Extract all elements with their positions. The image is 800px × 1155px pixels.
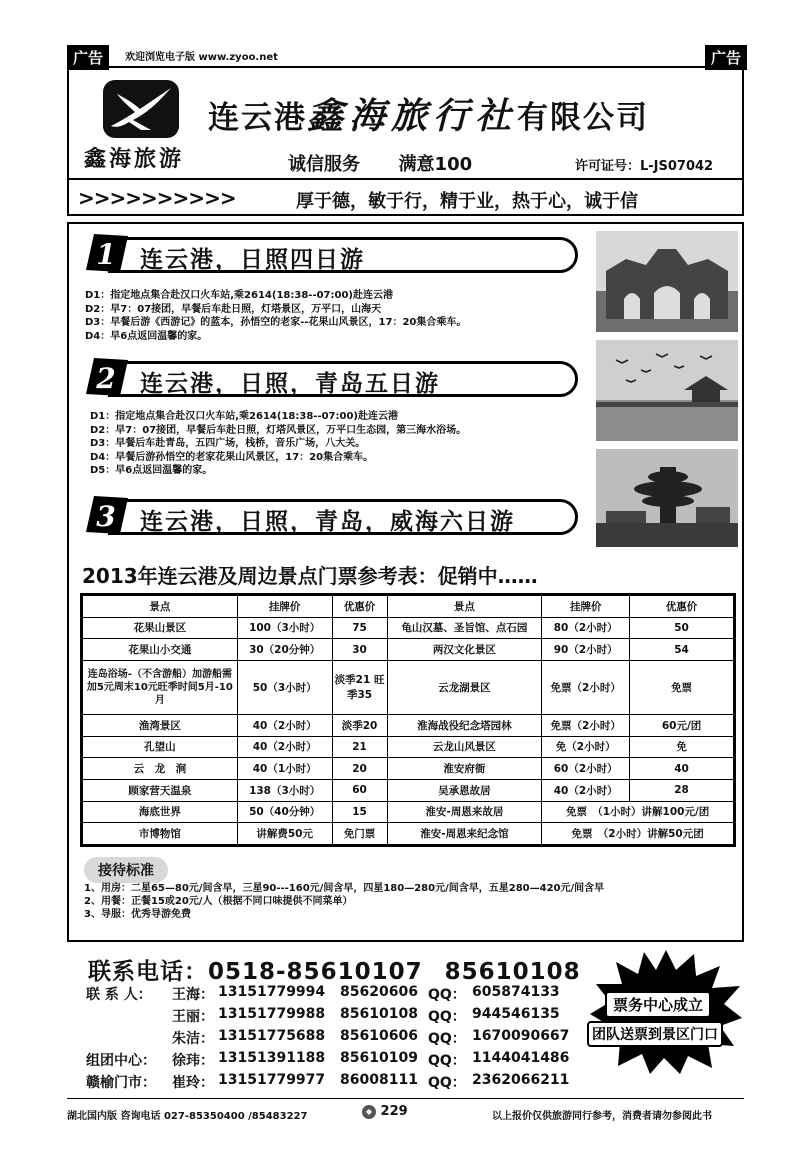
day-line: D3：早餐后车赴青岛，五四广场，栈桥，音乐广场，八大关。 — [90, 438, 366, 449]
table-row — [83, 779, 734, 801]
number-3-badge-icon — [82, 492, 130, 538]
table-row — [83, 801, 734, 823]
company-calligraphy: 鑫海旅行社 — [307, 95, 518, 137]
day-line: D3：早餐后游《西游记》的蓝本，孙悟空的老家--花果山风景区，17：20集合乘车。 — [85, 317, 467, 328]
table-header-row — [83, 596, 734, 618]
contact-role: 赣榆门市： — [86, 1075, 156, 1091]
table-cell: 孔望山 — [83, 736, 238, 758]
header-cell: 景点 — [83, 596, 238, 618]
tour-2-title: 连云港，日照，青岛五日游 — [140, 371, 440, 397]
table-cell: 60（2小时） — [542, 758, 630, 780]
footer-right: 以上报价仅供旅游同行参考，消费者请勿参阅此书 — [492, 1111, 712, 1122]
contact-tel[interactable]: 85610109 — [340, 1050, 418, 1066]
contact-mobile[interactable]: 13151779988 — [218, 1006, 326, 1022]
contact-qq-label: QQ： — [428, 1031, 466, 1047]
table-cell: 淮安-周恩来纪念馆 — [387, 823, 542, 845]
table-cell: 免票 （2小时）讲解50元团 — [542, 823, 734, 845]
ticket-table — [82, 595, 734, 845]
table-cell: 淮海战役纪念塔园林 — [387, 714, 542, 736]
phone-1[interactable]: 0518-85610107 — [208, 959, 423, 985]
phone-2[interactable]: 85610108 — [444, 959, 581, 985]
table-cell: 54 — [630, 639, 734, 661]
table-cell: 138（3小时） — [237, 779, 332, 801]
standards-list — [84, 882, 734, 921]
table-row — [83, 660, 734, 714]
standard-line: 2、用餐：正餐15或20元/人（根据不同口味提供不同菜单） — [84, 896, 353, 907]
table-cell: 50（40分钟） — [237, 801, 332, 823]
table-row — [83, 736, 734, 758]
table-row — [83, 823, 734, 845]
table-cell: 15 — [332, 801, 387, 823]
contact-qq[interactable]: 1670090667 — [472, 1028, 570, 1044]
tour-1-days — [85, 289, 595, 343]
footer-rule — [67, 1098, 744, 1099]
table-cell: 龟山汉墓、圣旨馆、点石园 — [387, 617, 542, 639]
ad-label-left: 广告 — [67, 45, 109, 70]
number-1-badge-icon — [82, 230, 130, 276]
page-marker-icon: ◆ — [362, 1105, 376, 1119]
table-row — [83, 714, 734, 736]
tour-2-number: 2 — [96, 362, 116, 395]
tour-1-title: 连云港，日照四日游 — [140, 247, 365, 273]
contact-tel[interactable]: 86008111 — [340, 1072, 418, 1088]
table-cell: 免票 — [630, 660, 734, 714]
contact-role: 联 系 人： — [86, 987, 152, 1003]
standard-line: 3、导服：优秀导游免费 — [84, 909, 191, 920]
contact-person — [86, 1028, 586, 1050]
arrow-row: >>>>>>>>>> — [78, 186, 236, 210]
table-cell: 淮安-周恩来故居 — [387, 801, 542, 823]
table-cell: 50（3小时） — [237, 660, 332, 714]
contact-mobile[interactable]: 13151779994 — [218, 984, 326, 1000]
contact-qq[interactable]: 1144041486 — [472, 1050, 570, 1066]
slogan — [288, 150, 472, 176]
table-cell: 吴承恩故居 — [387, 779, 542, 801]
day-line: D2：早7：07接团，早餐后车赴日照，灯塔景区，万平口，山海天 — [85, 303, 382, 315]
contact-tel[interactable]: 85610606 — [340, 1028, 418, 1044]
contact-qq-label: QQ： — [428, 1053, 466, 1069]
table-cell: 40（2小时） — [237, 736, 332, 758]
company-name — [208, 88, 649, 139]
table-cell: 云龙山风景区 — [387, 736, 542, 758]
header-cell: 挂牌价 — [237, 596, 332, 618]
logo-text: 鑫海旅游 — [84, 147, 185, 172]
footer-left: 湖北国内版 咨询电话 027-85350400 /85483227 — [67, 1111, 308, 1122]
header-cell: 优惠价 — [630, 596, 734, 618]
table-cell: 100（3小时） — [237, 617, 332, 639]
contact-qq[interactable]: 944546135 — [472, 1006, 560, 1022]
contact-person — [86, 1072, 586, 1094]
day-line: D1：指定地点集合赴汉口火车站,乘2614(18:38--07:00)赴连云港 — [90, 411, 398, 422]
contact-mobile[interactable]: 13151779977 — [218, 1072, 326, 1088]
contact-qq-label: QQ： — [428, 1075, 466, 1091]
table-cell: 连岛浴场-（不含游船）加游船需加5元周末10元旺季时间5月-10月 — [83, 660, 238, 714]
slogan-mid: 满意100 — [398, 154, 473, 175]
table-row — [83, 639, 734, 661]
table-cell: 40（2小时） — [237, 714, 332, 736]
table-cell: 免门票 — [332, 823, 387, 845]
tour-1-number: 1 — [96, 238, 116, 271]
day-line: D4：早6点返回温馨的家。 — [85, 330, 208, 342]
table-cell: 40（2小时） — [542, 779, 630, 801]
day-line: D5：早6点返回温馨的家。 — [90, 465, 213, 476]
photo-tower — [596, 449, 738, 547]
table-cell: 21 — [332, 736, 387, 758]
logo — [103, 80, 179, 138]
table-cell: 免（2小时） — [542, 736, 630, 758]
burst-line-2: 团队送票到景区门口 — [587, 1021, 723, 1047]
table-cell: 云龙湖景区 — [387, 660, 542, 714]
table-cell: 免票 （1小时）讲解100元/团 — [542, 801, 734, 823]
table-cell: 淡季21 旺季35 — [332, 660, 387, 714]
table-cell: 40（1小时） — [237, 758, 332, 780]
table-cell: 28 — [630, 779, 734, 801]
table-cell: 30 — [332, 639, 387, 661]
contact-name: 崔玲： — [172, 1075, 214, 1091]
table-cell: 40 — [630, 758, 734, 780]
contact-person — [86, 1050, 586, 1072]
table-cell: 渔湾景区 — [83, 714, 238, 736]
table-cell: 20 — [332, 758, 387, 780]
table-cell: 云 龙 涧 — [83, 758, 238, 780]
table-cell: 80（2小时） — [542, 617, 630, 639]
contact-role: 组团中心： — [86, 1053, 156, 1069]
contact-person — [86, 1006, 586, 1028]
table-cell: 两汉文化景区 — [387, 639, 542, 661]
contact-mobile[interactable]: 13151775688 — [218, 1028, 326, 1044]
contact-name: 王海： — [172, 987, 214, 1003]
header-cell: 景点 — [387, 596, 542, 618]
table-cell: 花果山小交通 — [83, 639, 238, 661]
table-cell: 淮安府衙 — [387, 758, 542, 780]
table-cell: 海底世界 — [83, 801, 238, 823]
motto: 厚于德，敏于行，精于业，热于心，诚于信 — [296, 191, 638, 212]
contact-qq[interactable]: 2362066211 — [472, 1072, 570, 1088]
table-cell: 75 — [332, 617, 387, 639]
photo-seaside-pavilion — [596, 340, 738, 441]
table-cell: 90（2小时） — [542, 639, 630, 661]
day-line: D4：早餐后游孙悟空的老家花果山风景区，17：20集合乘车。 — [90, 451, 374, 463]
bird-logo-icon — [103, 80, 179, 138]
ticket-table-wrap — [80, 593, 736, 847]
contact-name: 王丽： — [172, 1009, 214, 1025]
number-2-badge-icon — [82, 354, 130, 400]
contact-label: 联系电话： — [88, 959, 208, 985]
table-cell: 免 — [630, 736, 734, 758]
table-cell: 60元/团 — [630, 714, 734, 736]
contact-name: 徐玮： — [172, 1053, 214, 1069]
contact-qq-label: QQ： — [428, 987, 466, 1003]
contact-tel[interactable]: 85610108 — [340, 1006, 418, 1022]
page-number — [362, 1104, 408, 1119]
burst-line-1: 票务中心成立 — [605, 991, 711, 1018]
contact-person — [86, 984, 586, 1006]
day-line: D2：早7：07接团，早餐后车赴日照，灯塔风景区，万平口生态园，第三海水浴场。 — [90, 424, 467, 436]
table-cell: 60 — [332, 779, 387, 801]
table-cell: 免票（2小时） — [542, 714, 630, 736]
contact-mobile[interactable]: 13151391188 — [218, 1050, 326, 1066]
table-cell: 淡季20 — [332, 714, 387, 736]
ad-label-right: 广告 — [705, 45, 747, 70]
table-cell: 顾家营天温泉 — [83, 779, 238, 801]
company-suffix: 有限公司 — [517, 100, 650, 136]
header-cell: 挂牌价 — [542, 596, 630, 618]
tour-3-title: 连云港，日照，青岛，威海六日游 — [140, 509, 515, 535]
header-cell: 优惠价 — [332, 596, 387, 618]
company-prefix: 连云港 — [208, 100, 307, 136]
ticket-table-title: 2013年连云港及周边景点门票参考表：促销中…… — [82, 564, 538, 588]
contact-qq[interactable]: 605874133 — [472, 984, 560, 1000]
site-text[interactable]: 欢迎浏览电子版 www.zyoo.net — [125, 52, 278, 63]
license-number: 许可证号：L-JS07042 — [575, 159, 714, 174]
page-num-text: 229 — [380, 1104, 408, 1119]
table-cell: 花果山景区 — [83, 617, 238, 639]
tour-3-number: 3 — [96, 500, 116, 533]
slogan-left: 诚信服务 — [288, 154, 360, 175]
contact-phones — [88, 953, 581, 986]
contact-name: 朱洁： — [172, 1031, 214, 1047]
photo-stone-gate — [596, 231, 738, 332]
header-divider — [69, 178, 742, 180]
table-cell: 市博物馆 — [83, 823, 238, 845]
standards-badge: 接待标准 — [84, 857, 168, 883]
contact-tel[interactable]: 85620606 — [340, 984, 418, 1000]
table-cell: 免票（2小时） — [542, 660, 630, 714]
tour-2-days — [90, 410, 600, 478]
table-row — [83, 758, 734, 780]
table-cell: 50 — [630, 617, 734, 639]
table-row — [83, 617, 734, 639]
contact-qq-label: QQ： — [428, 1009, 466, 1025]
standard-line: 1、用房：二星65—80元/间含早，三星90---160元/间含早，四星180—280元/间含早，五星280—420元/间含早 — [84, 883, 605, 894]
day-line: D1：指定地点集合赴汉口火车站,乘2614(18:38--07:00)赴连云港 — [85, 290, 393, 301]
table-cell: 30（20分钟） — [237, 639, 332, 661]
table-cell: 讲解费50元 — [237, 823, 332, 845]
